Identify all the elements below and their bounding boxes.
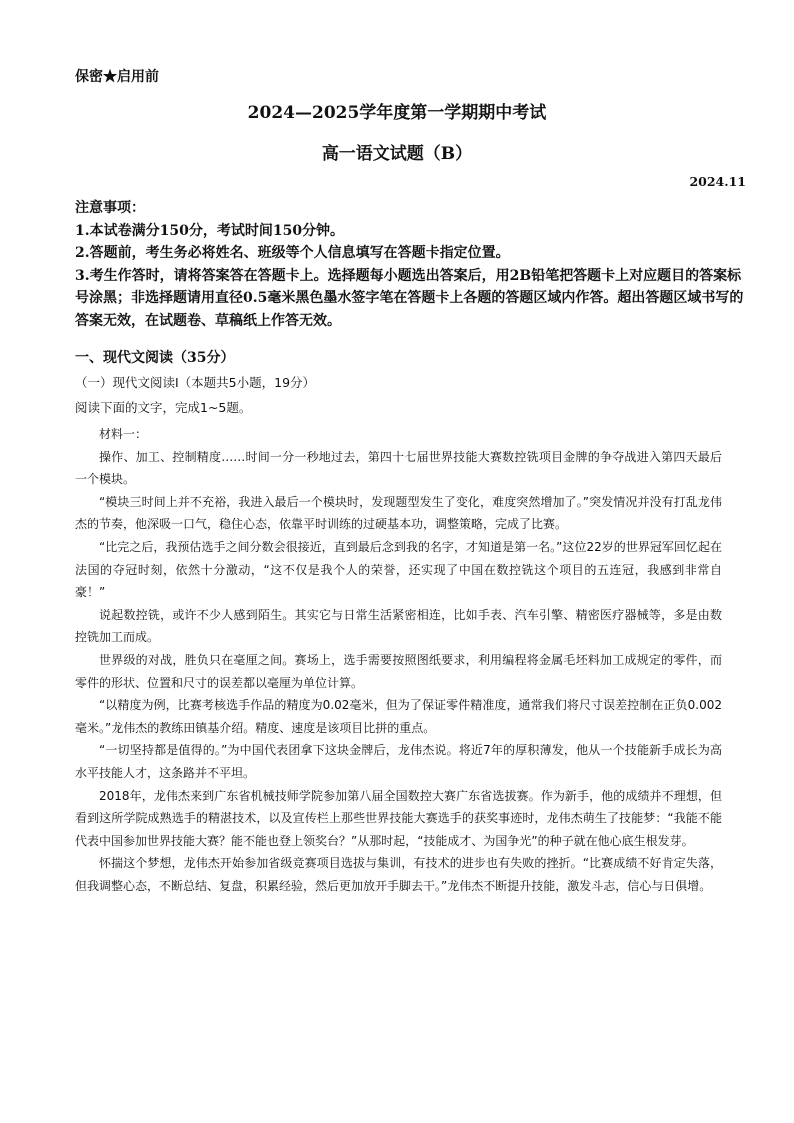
article-paragraph: “比完之后，我预估选手之间分数会很接近，直到最后念到我的名字，才知道是第一名。”这位22岁的世界冠军回忆起在法国的夺冠时刻，依然十分激动，“这不仅是我个人的荣誉，还实现了中国在数控铣这个项目的五连冠，我感到非常自豪！”: [75, 539, 722, 600]
exam-date: 2024.11: [689, 174, 746, 189]
article-paragraph: 怀揣这个梦想，龙伟杰开始参加省级竞赛项目选拔与集训，有技术的进步也有失败的挫折。“比赛成绩不好肯定失落，但我调整心态，不断总结、复盘，积累经验，然后更加放开手脚去干。”龙伟杰不断提升技能，激发斗志，信心与日俱增。: [75, 856, 722, 893]
material-label: 材料一：: [99, 427, 148, 441]
exam-subtitle: 高一语文试题（B）: [321, 144, 473, 164]
notes-heading: 注意事项：: [75, 200, 145, 216]
article-paragraph: 2018年，龙伟杰来到广东省机械技师学院参加第八届全国数控大赛广东省选拔赛。作为新手，他的成绩并不理想，但看到这所学院成熟选手的精湛技术，以及宣传栏上那些世界技能大赛选手的获奖事迹时，龙伟杰萌生了技能梦：“我能不能代表中国参加世界技能大赛？能不能也登上领奖台？”从那时起，“技能成才、为国争光”的种子就在他心底生根发芽。: [75, 788, 722, 848]
article-paragraph: 操作、加工、控制精度……时间一分一秒地过去，第四十七届世界技能大赛数控铣项目金牌的争夺战进入第四天最后一个模块。: [75, 449, 722, 487]
section-title: 一、现代文阅读（35分）: [75, 350, 235, 366]
article-paragraph: 世界级的对战，胜负只在毫厘之间。赛场上，选手需要按照图纸要求，利用编程将金属毛坯料加工成规定的零件，而零件的形状、位置和尺寸的误差都以毫厘为单位计算。: [75, 652, 722, 690]
article-paragraph: “以精度为例，比赛考核选手作品的精度为0.02毫米，但为了保证零件精准度，通常我们将尺寸误差控制在正负0.002毫米。”龙伟杰的教练田镇基介绍。精度、速度是该项目比拼的重点。: [75, 698, 722, 735]
reading-instruction: 阅读下面的文字，完成1~5题。: [75, 400, 252, 415]
subsection-title: （一）现代文阅读Ⅰ（本题共5小题，19分）: [75, 375, 316, 390]
article-paragraph: 说起数控铣，或许不少人感到陌生。其实它与日常生活紧密相连，比如手表、汽车引擎、精密医疗器械等，多是由数控铣加工而成。: [75, 607, 722, 645]
note-item: 1.本试卷满分150分，考试时间150分钟。: [75, 222, 345, 239]
notes-block: [75, 197, 745, 332]
article-body: [75, 423, 722, 897]
note-item: 2.答题前，考生务必将姓名、班级等个人信息填写在答题卡指定位置。: [75, 245, 510, 261]
article-paragraph: “模块三时间上并不充裕，我进入最后一个模块时，发现题型发生了变化，难度突然增加了。”突发情况并没有打乱龙伟杰的节奏，他深吸一口气，稳住心态，依靠平时训练的过硬基本功，调整策略，完成了比赛。: [75, 494, 722, 532]
article-paragraph: “一切坚持都是值得的。”为中国代表团拿下这块金牌后，龙伟杰说。将近7年的厚积薄发，他从一个技能新手成长为高水平技能人才，这条路并不平坦。: [75, 743, 722, 780]
confidentiality-label: 保密★启用前: [75, 69, 159, 85]
exam-title: 2024—2025学年度第一学期期中考试: [247, 103, 547, 123]
note-item: 3.考生作答时，请将答案答在答题卡上。选择题每小题选出答案后，用2B铅笔把答题卡上对应题目的答案标号涂黑；非选择题请用直径0.5毫米黑色墨水签字笔在答题卡上各题的答题区域内作答。超出答题区域书写的答案无效，在试题卷、草稿纸上作答无效。: [75, 267, 744, 329]
